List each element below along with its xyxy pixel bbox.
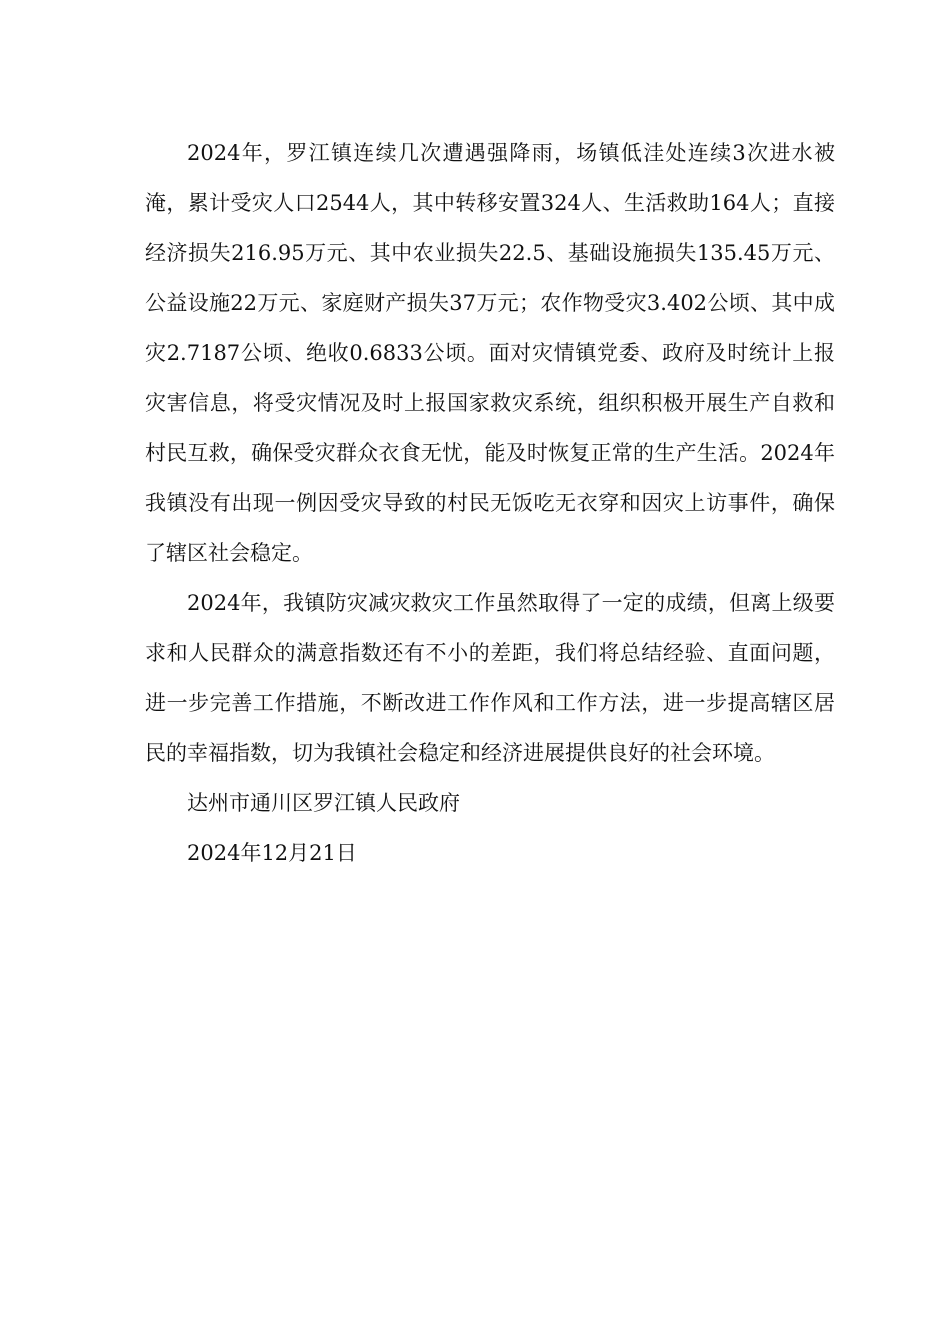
document-body bbox=[145, 128, 835, 878]
paragraph-disaster-summary: 2024年，罗江镇连续几次遭遇强降雨，场镇低洼处连续3次进水被淹，累计受灾人口2544人，其中转移安置324人、生活救助164人；直接经济损失216.95万元、其中农业损失22.5、基础设施损失135.45万元、公益设施22万元、家庭财产损失37万元；农作物受灾3.402公顷、其中成灾2.7187公顷、绝收0.6833公顷。面对灾情镇党委、政府及时统计上报灾害信息，将受灾情况及时上报国家救灾系统，组织积极开展生产自救和村民互救，确保受灾群众衣食无忧，能及时恢复正常的生产生活。2024年我镇没有出现一例因受灾导致的村民无饭吃无衣穿和因灾上访事件，确保了辖区社会稳定。 bbox=[145, 141, 835, 565]
paragraph-conclusion: 2024年，我镇防灾减灾救灾工作虽然取得了一定的成绩，但离上级要求和人民群众的满意指数还有不小的差距，我们将总结经验、直面问题，进一步完善工作措施，不断改进工作作风和工作方法，进一步提高辖区居民的幸福指数，切为我镇社会稳定和经济进展提供良好的社会环境。 bbox=[145, 591, 835, 765]
signature-date: 2024年12月21日 bbox=[187, 841, 357, 865]
signature-organization: 达州市通川区罗江镇人民政府 bbox=[187, 791, 460, 815]
